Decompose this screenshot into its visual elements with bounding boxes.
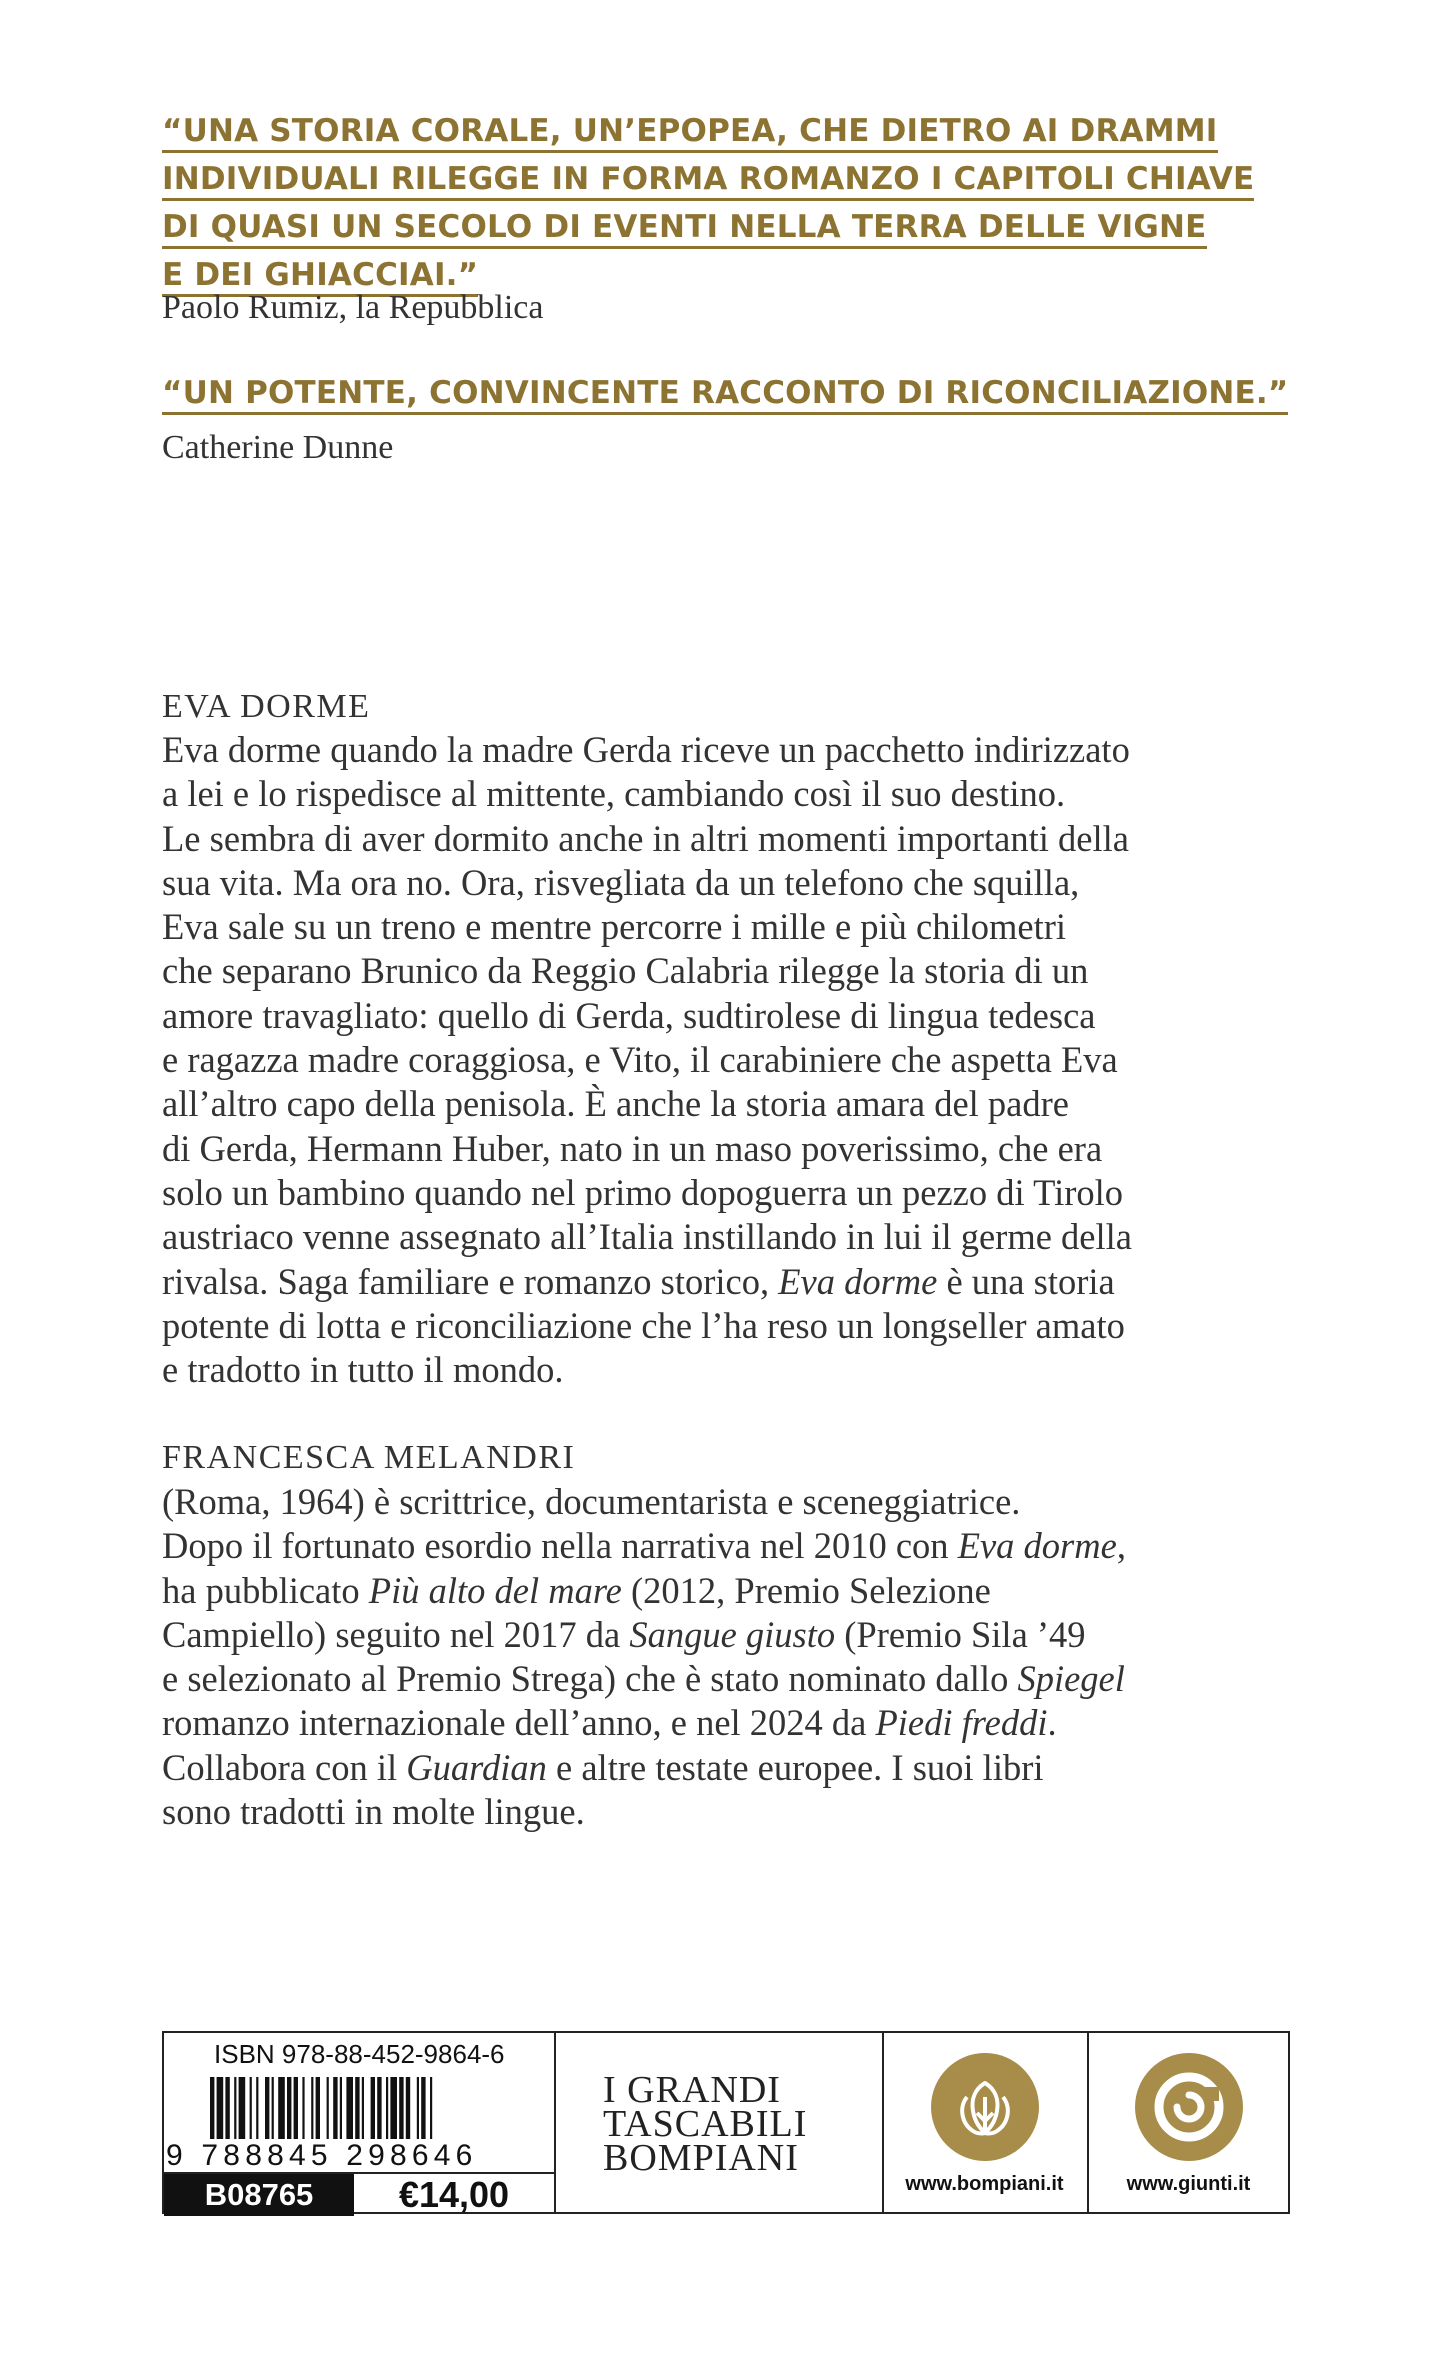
author-text: Collabora con il [162, 1746, 407, 1788]
barcode-area [164, 2033, 556, 2214]
quote-1-line: DI QUASI UN SECOLO DI EVENTI NELLA TERRA DELLE VIGNE [162, 208, 1207, 249]
author-bio [162, 1480, 1312, 1834]
footer-box [162, 2031, 1290, 2214]
quote-1-attribution: Paolo Rumiz, la Repubblica [162, 289, 544, 326]
bompiani-website[interactable]: www.bompiani.it [905, 2173, 1064, 2195]
book-title-italic: Eva dorme [778, 1260, 938, 1302]
author-text: ha pubblicato [162, 1569, 369, 1611]
newspaper-italic: Guardian [406, 1746, 547, 1788]
author-line [162, 1657, 1312, 1701]
synopsis-line: a lei e lo rispedisce al mittente, cambiando così il suo destino. [162, 773, 1066, 815]
synopsis-line: austriaco venne assegnato all’Italia instillando in lui il germe della [162, 1216, 1132, 1258]
synopsis-line: che separano Brunico da Reggio Calabria rilegge la storia di un [162, 950, 1089, 992]
book-title-italic: Sangue giusto [629, 1613, 836, 1655]
giunti-logo-icon [1135, 2053, 1243, 2161]
book-title-italic: Piedi freddi [875, 1702, 1048, 1744]
synopsis-line [162, 1260, 1312, 1304]
synopsis-line: all’altro capo della penisola. È anche la storia amara del padre [162, 1083, 1069, 1125]
author-line: (Roma, 1964) è scrittrice, documentarista e sceneggiatrice. [162, 1481, 1021, 1522]
quote-1-line: “UNA STORIA CORALE, UN’EPOPEA, CHE DIETRO AI DRAMMI [162, 112, 1218, 153]
quote-2 [162, 372, 1288, 420]
series-line: BOMPIANI [603, 2136, 799, 2179]
author-line: sono tradotti in molte lingue. [162, 1791, 585, 1833]
author-text: , [1116, 1525, 1126, 1567]
series-line: I GRANDI [603, 2068, 781, 2111]
author-line [162, 1524, 1312, 1568]
synopsis-line: e tradotto in tutto il mondo. [162, 1349, 564, 1391]
barcode-digits: 9 788845 298646 [166, 2139, 478, 2172]
book-title-italic: Più alto del mare [368, 1569, 622, 1611]
product-code: B08765 [164, 2174, 354, 2216]
author-text: romanzo internazionale dell’anno, e nel 2024 da [162, 1702, 876, 1744]
author-line [162, 1701, 1312, 1745]
quote-1 [162, 110, 1254, 302]
synopsis-title: EVA DORME [162, 688, 371, 725]
synopsis-text [162, 728, 1312, 1392]
author-text: e selezionato al Premio Strega) che è stato nominato dallo [162, 1658, 1018, 1700]
series-line: TASCABILI [603, 2102, 808, 2145]
synopsis-line: di Gerda, Hermann Huber, nato in un maso poverissimo, che era [162, 1127, 1103, 1169]
magazine-italic: Spiegel [1017, 1658, 1125, 1700]
quote-1-line: INDIVIDUALI RILEGGE IN FORMA ROMANZO I CAPITOLI CHIAVE [162, 160, 1254, 201]
author-text: . [1047, 1702, 1057, 1744]
quote-2-attribution: Catherine Dunne [162, 429, 394, 466]
synopsis-line: amore travagliato: quello di Gerda, sudtirolese di lingua tedesca [162, 994, 1096, 1036]
author-title: FRANCESCA MELANDRI [162, 1439, 576, 1476]
author-text: (Premio Sila ’49 [835, 1613, 1086, 1655]
author-text: Dopo il fortunato esordio nella narrativa nel 2010 con [162, 1525, 958, 1567]
author-text: Campiello) seguito nel 2017 da [162, 1613, 630, 1655]
code-row [164, 2172, 554, 2216]
quote-1-line: E DEI GHIACCIAI.” [162, 256, 478, 297]
synopsis-line: sua vita. Ma ora no. Ora, risvegliata da un telefono che squilla, [162, 861, 1080, 903]
synopsis-line: Eva sale su un treno e mentre percorre i mille e più chilometri [162, 906, 1067, 948]
series-name [554, 2033, 884, 2214]
author-line [162, 1746, 1312, 1790]
author-line [162, 1569, 1312, 1613]
author-line [162, 1613, 1312, 1657]
isbn: ISBN 978-88-452-9864-6 [214, 2039, 505, 2069]
synopsis-line-tail: è una storia [937, 1260, 1115, 1302]
synopsis-line: e ragazza madre coraggiosa, e Vito, il carabiniere che aspetta Eva [162, 1039, 1118, 1081]
barcode-number [164, 2139, 554, 2173]
bompiani-logo-icon [931, 2053, 1039, 2161]
synopsis-line: Le sembra di aver dormito anche in altri momenti importanti della [162, 817, 1129, 859]
author-text: (2012, Premio Selezione [621, 1569, 991, 1611]
quote-2-line: “UN POTENTE, CONVINCENTE RACCONTO DI RICONCILIAZIONE.” [162, 374, 1288, 415]
author-text: e altre testate europee. I suoi libri [546, 1746, 1044, 1788]
giunti-website[interactable]: www.giunti.it [1126, 2173, 1251, 2195]
book-title-italic: Eva dorme [957, 1525, 1117, 1567]
synopsis-line: potente di lotta e riconciliazione che l’ha reso un longseller amato [162, 1304, 1125, 1346]
synopsis-line-head: rivalsa. Saga familiare e romanzo storico, [162, 1260, 779, 1302]
price: €14,00 [398, 2174, 510, 2215]
giunti-logo-cell [1087, 2033, 1290, 2214]
synopsis-line: Eva dorme quando la madre Gerda riceve un pacchetto indirizzato [162, 729, 1130, 770]
bompiani-logo-cell [882, 2033, 1089, 2214]
synopsis-line: solo un bambino quando nel primo dopoguerra un pezzo di Tirolo [162, 1171, 1124, 1213]
